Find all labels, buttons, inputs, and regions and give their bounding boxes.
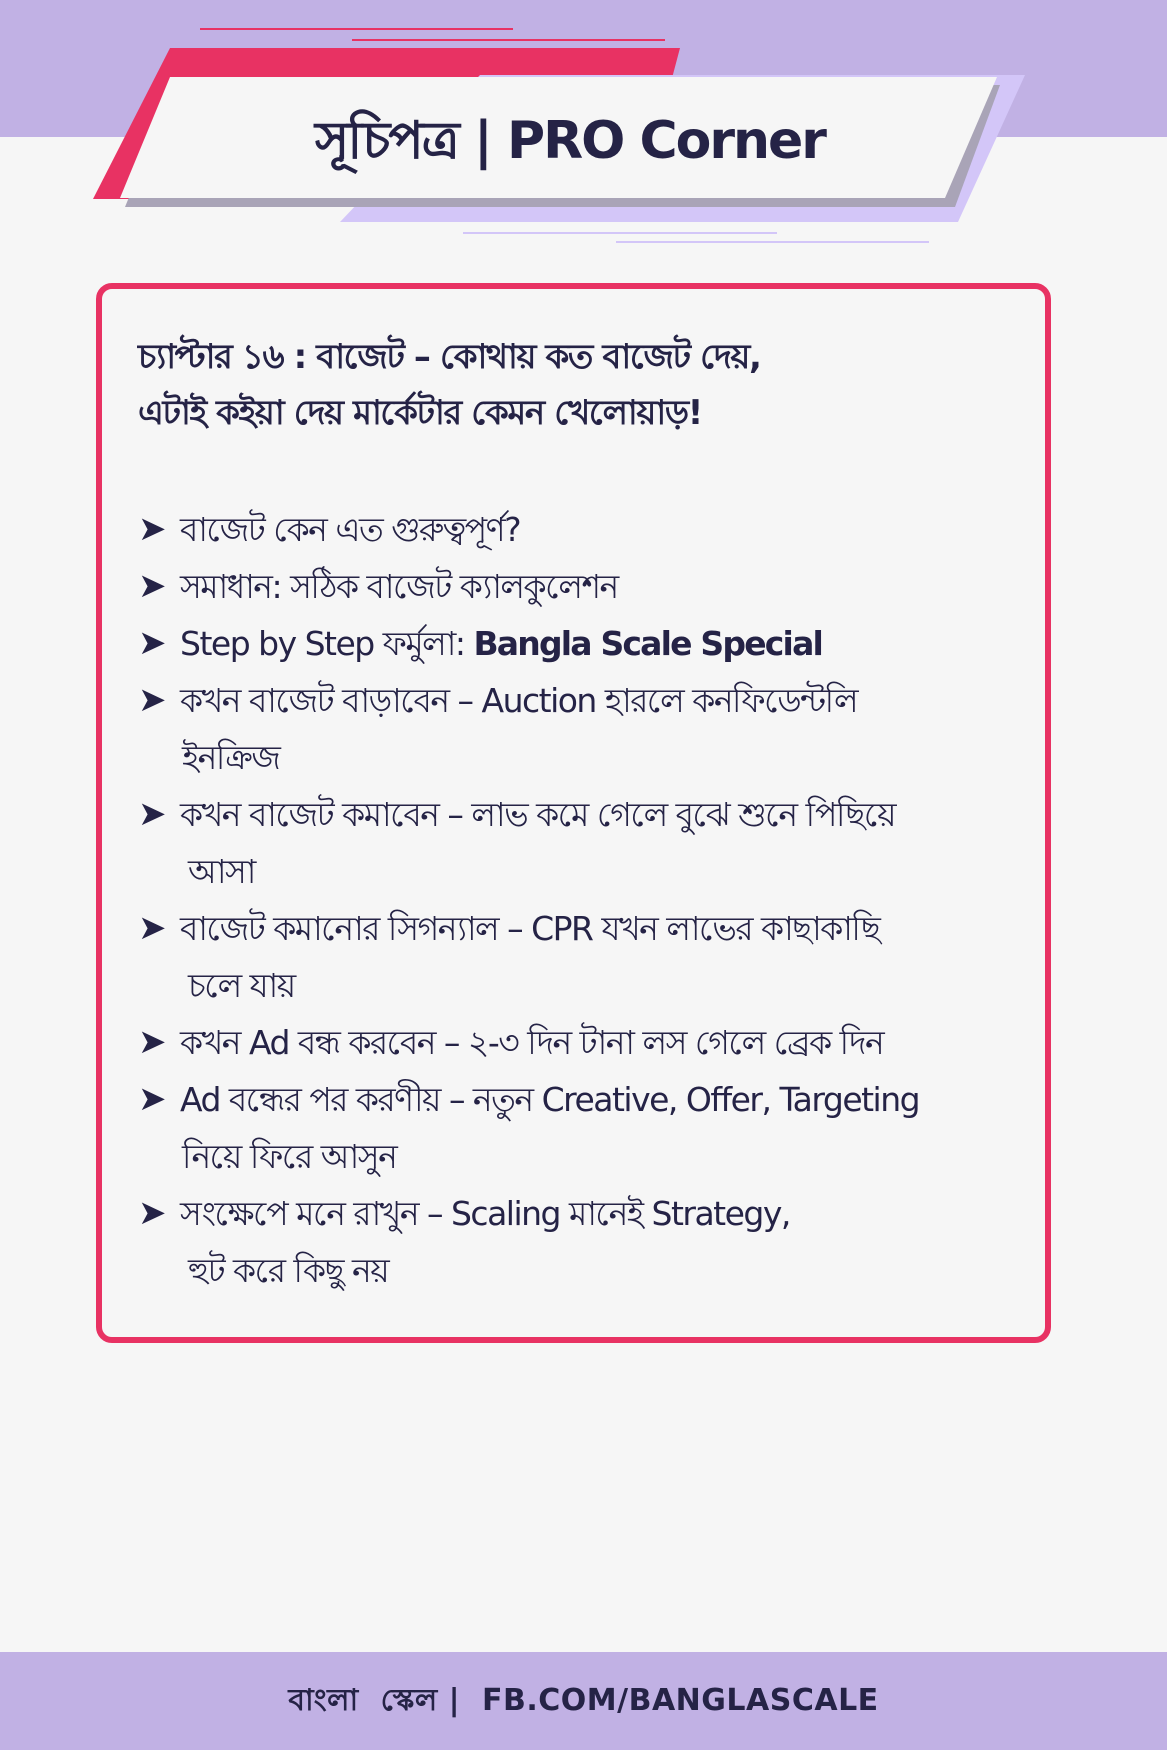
- content-card: [96, 283, 1051, 1343]
- list-item-text: সংক্ষেপে মনে রাখুন – Scaling মানেই Strategy,: [180, 1194, 790, 1233]
- list-item: [138, 1071, 1038, 1185]
- list-item-text-bold: Bangla Scale Special: [473, 624, 823, 663]
- arrow-bullet-icon: ➤: [138, 1022, 167, 1062]
- arrow-bullet-icon: ➤: [138, 1193, 167, 1233]
- arrow-bullet-icon: ➤: [138, 1079, 167, 1119]
- list-item: [138, 786, 1038, 900]
- list-item-text-continued: ইনক্রিজ: [182, 738, 280, 777]
- arrow-bullet-icon: ➤: [138, 908, 167, 948]
- list-item-text-plain: Step by Step ফর্মুলা:: [180, 624, 474, 663]
- arrow-bullet-icon: ➤: [138, 623, 167, 663]
- chapter-heading: [138, 329, 1018, 441]
- topic-list: [138, 501, 1038, 1299]
- page-title: সূচিপত্র | PRO Corner: [315, 110, 825, 171]
- footer-band: [0, 1652, 1167, 1750]
- list-item: [138, 615, 1038, 672]
- list-item: [138, 672, 1038, 786]
- list-item-text: বাজেট কেন এত গুরুত্বপূর্ণ?: [180, 510, 521, 549]
- list-item: [138, 900, 1038, 1014]
- list-item-text: Ad বন্ধের পর করণীয় – নতুন Creative, Offer, Targeting: [180, 1080, 920, 1119]
- footer-text: বাংলা স্কেল | FB.COM/BANGLASCALE: [288, 1682, 879, 1718]
- list-item-text-continued: হুট করে কিছু নয়: [188, 1251, 389, 1290]
- chapter-heading-line-1: চ্যাপ্টার ১৬ : বাজেট – কোথায় কত বাজেট দেয়,: [138, 337, 761, 377]
- list-item-text: কখন বাজেট বাড়াবেন – Auction হারলে কনফিডেন্টলি: [180, 681, 858, 720]
- list-item: [138, 1014, 1038, 1071]
- chapter-heading-line-2: এটাই কইয়া দেয় মার্কেটার কেমন খেলোয়াড়!: [138, 393, 702, 433]
- list-item: [138, 1185, 1038, 1299]
- arrow-bullet-icon: ➤: [138, 509, 167, 549]
- arrow-bullet-icon: ➤: [138, 566, 167, 606]
- list-item: [138, 558, 1038, 615]
- list-item-text: কখন বাজেট কমাবেন – লাভ কমে গেলে বুঝে শুনে পিছিয়ে: [180, 795, 896, 834]
- list-item: [138, 501, 1038, 558]
- list-item-text: সমাধান: সঠিক বাজেট ক্যালকুলেশন: [180, 567, 618, 606]
- list-item-text-continued: চলে যায়: [188, 966, 295, 1005]
- arrow-bullet-icon: ➤: [138, 794, 167, 834]
- list-item-text-continued: আসা: [188, 852, 255, 891]
- list-item-text-continued: নিয়ে ফিরে আসুন: [182, 1137, 397, 1176]
- list-item-text: বাজেট কমানোর সিগন্যাল – CPR যখন লাভের কাছাকাছি: [180, 909, 880, 948]
- arrow-bullet-icon: ➤: [138, 680, 167, 720]
- list-item-text: কখন Ad বন্ধ করবেন – ২-৩ দিন টানা লস গেলে ব্রেক দিন: [180, 1023, 884, 1062]
- list-item-text: [180, 615, 1038, 672]
